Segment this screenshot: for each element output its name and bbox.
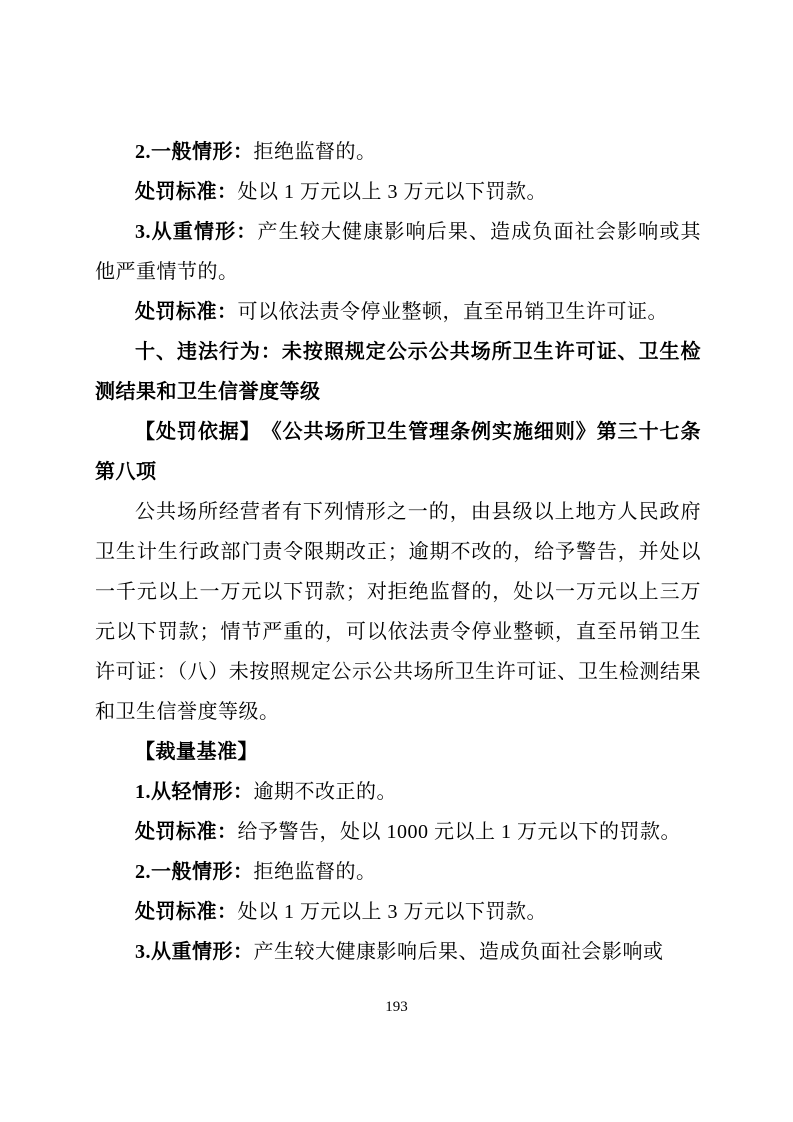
bold-run: 处罚标准： (135, 181, 238, 203)
bold-run: 3.从重情形： (135, 941, 254, 963)
page-footer (0, 998, 793, 1016)
paragraph (95, 932, 701, 972)
bold-run: 处罚标准： (135, 821, 238, 843)
text-run: 逾期不改正的。 (253, 781, 397, 803)
bold-run: 3.从重情形： (135, 221, 258, 243)
text-run: 产生较大健康影响后果、造成负面社会影响或其他严重情节的。 (95, 221, 702, 283)
text-run: 拒绝监督的。 (253, 861, 377, 883)
document-body (95, 132, 701, 972)
paragraph (95, 292, 701, 332)
paragraph (95, 772, 701, 812)
text-run: 给予警告，处以 1000 元以上 1 万元以下的罚款。 (237, 821, 681, 843)
bold-run: 处罚标准： (135, 301, 238, 323)
text-run: 产生较大健康影响后果、造成负面社会影响或 (253, 941, 664, 963)
paragraph (95, 892, 701, 932)
paragraph (95, 812, 701, 852)
bold-run: 1.从轻情形： (135, 781, 254, 803)
paragraph (95, 492, 701, 732)
bold-run: 【裁量基准】 (135, 741, 258, 763)
bold-run: 2.一般情形： (135, 141, 254, 163)
bold-run: 【处罚依据】 《公共场所卫生管理条例实施细则》第三十七条第八项 (95, 421, 701, 483)
text-run: 公共场所经营者有下列情形之一的，由县级以上地方人民政府卫生计生行政部门责令限期改正；逾期不改的，给予警告，并处以一千元以上一万元以下罚款；对拒绝监督的，处以一万元以上三万元以下罚款；情节严重的，可以依法责令停业整顿，直至吊销卫生许可证：（八）未按照规定公示公共场所卫生许可证、卫生检测结果和卫生信誉度等级。 (95, 501, 701, 723)
text-run: 可以依法责令停业整顿，直至吊销卫生许可证。 (237, 301, 668, 323)
bold-run: 十、违法行为：未按照规定公示公共场所卫生许可证、卫生检测结果和卫生信誉度等级 (95, 341, 701, 403)
text-run: 处以 1 万元以上 3 万元以下罚款。 (237, 181, 547, 203)
paragraph (95, 412, 701, 492)
text-run: 处以 1 万元以上 3 万元以下罚款。 (237, 901, 547, 923)
bold-run: 处罚标准： (135, 901, 238, 923)
paragraph (95, 852, 701, 892)
paragraph (95, 212, 701, 292)
paragraph (95, 332, 701, 412)
page-number: 193 (385, 999, 408, 1015)
paragraph (95, 132, 701, 172)
bold-run: 2.一般情形： (135, 861, 254, 883)
text-run: 拒绝监督的。 (253, 141, 377, 163)
paragraph (95, 732, 701, 772)
paragraph (95, 172, 701, 212)
